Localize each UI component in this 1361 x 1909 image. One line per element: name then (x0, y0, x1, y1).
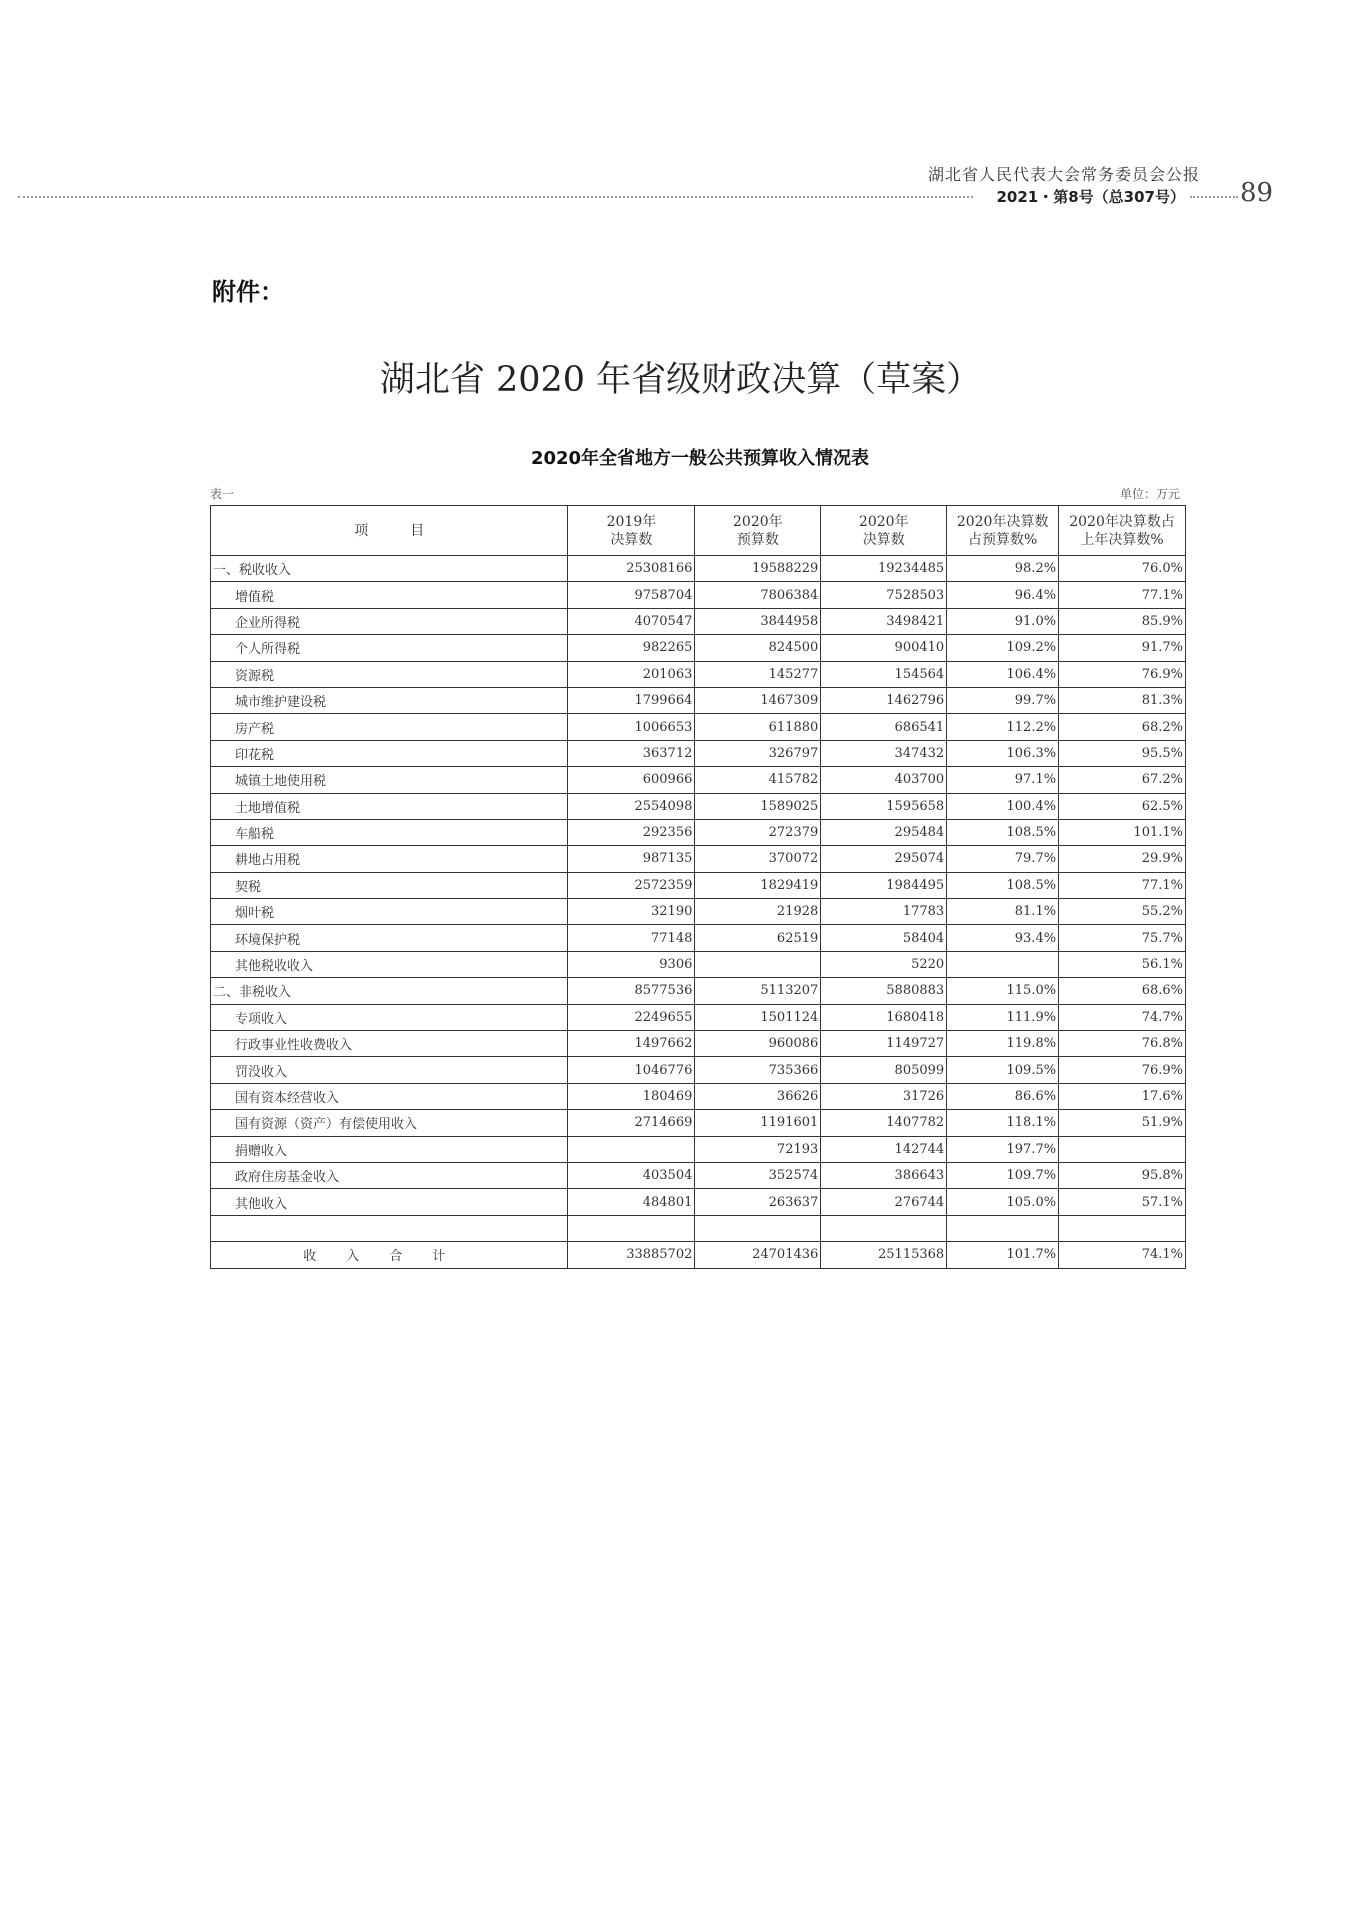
cell-final2020: 31726 (821, 1083, 947, 1109)
cell-budget2020: 272379 (695, 819, 821, 845)
cell-final2020: 1595658 (821, 793, 947, 819)
table-unit: 单位：万元 (1119, 487, 1180, 501)
table-row (211, 714, 1186, 740)
cell-pct-prev: 76.8% (1059, 1031, 1186, 1057)
cell-pct-prev: 95.8% (1059, 1162, 1186, 1188)
table-label: 表一 (210, 487, 235, 501)
cell-final2020: 403700 (821, 767, 947, 793)
cell-final2020: 1407782 (821, 1110, 947, 1136)
cell-pct-prev: 68.6% (1059, 978, 1186, 1004)
cell-v2019: 363712 (568, 740, 695, 766)
cell-v2019: 2714669 (568, 1110, 695, 1136)
row-item-label: 二、非税收入 (211, 978, 568, 1004)
cell-budget2020: 415782 (695, 767, 821, 793)
cell-pct-prev: 29.9% (1059, 846, 1186, 872)
publication-title: 湖北省人民代表大会常务委员会公报 (927, 165, 1200, 184)
table-row (211, 556, 1186, 582)
cell-pct-prev: 85.9% (1059, 608, 1186, 634)
header-dotted-rule-left (18, 196, 973, 198)
table-row (211, 1162, 1186, 1188)
cell-final2020: 1680418 (821, 1004, 947, 1030)
row-item-label: 车船税 (211, 819, 568, 845)
header-dotted-rule-right (1190, 196, 1238, 198)
row-item-label: 房产税 (211, 714, 568, 740)
cell-budget2020: 611880 (695, 714, 821, 740)
cell-pct-budget: 81.1% (947, 899, 1059, 925)
cell-budget2020: 72193 (695, 1136, 821, 1162)
page-number: 89 (1240, 178, 1274, 208)
cell-final2020: 142744 (821, 1136, 947, 1162)
table-row (211, 978, 1186, 1004)
cell-budget2020: 36626 (695, 1083, 821, 1109)
cell-v2019: 292356 (568, 819, 695, 845)
cell-pct-prev: 76.0% (1059, 556, 1186, 582)
cell-pct-prev: 67.2% (1059, 767, 1186, 793)
table-row (211, 582, 1186, 608)
row-item-label: 国有资源（资产）有偿使用收入 (211, 1110, 568, 1136)
cell-pct-budget: 109.5% (947, 1057, 1059, 1083)
row-item-label: 行政事业性收费收入 (211, 1031, 568, 1057)
table-row (211, 1110, 1186, 1136)
cell-v2019: 2249655 (568, 1004, 695, 1030)
cell-pct-budget: 109.2% (947, 635, 1059, 661)
table-row (211, 846, 1186, 872)
cell-pct-prev: 75.7% (1059, 925, 1186, 951)
cell-pct-budget: 108.5% (947, 819, 1059, 845)
row-item-label: 政府住房基金收入 (211, 1162, 568, 1188)
table-row (211, 951, 1186, 977)
cell-pct-budget: 97.1% (947, 767, 1059, 793)
table-row (211, 925, 1186, 951)
cell-budget2020: 960086 (695, 1031, 821, 1057)
table-row (211, 1242, 1186, 1268)
cell-budget2020: 1501124 (695, 1004, 821, 1030)
column-header-5: 2020年决算数占 上年决算数% (1059, 506, 1186, 556)
table-row (211, 1004, 1186, 1030)
cell-budget2020 (695, 1215, 821, 1241)
row-item-label: 企业所得税 (211, 608, 568, 634)
table-row (211, 793, 1186, 819)
cell-v2019: 2554098 (568, 793, 695, 819)
row-item-label: 环境保护税 (211, 925, 568, 951)
table-row (211, 1083, 1186, 1109)
row-item-label: 城镇土地使用税 (211, 767, 568, 793)
cell-pct-budget: 96.4% (947, 582, 1059, 608)
cell-v2019: 1006653 (568, 714, 695, 740)
cell-pct-budget: 105.0% (947, 1189, 1059, 1215)
cell-pct-budget: 111.9% (947, 1004, 1059, 1030)
cell-budget2020: 1589025 (695, 793, 821, 819)
cell-pct-prev: 81.3% (1059, 687, 1186, 713)
cell-pct-prev: 76.9% (1059, 661, 1186, 687)
cell-v2019: 33885702 (568, 1242, 695, 1268)
cell-pct-prev: 91.7% (1059, 635, 1186, 661)
row-item-label: 国有资本经营收入 (211, 1083, 568, 1109)
cell-budget2020: 824500 (695, 635, 821, 661)
cell-final2020: 805099 (821, 1057, 947, 1083)
issue-number: 2021・第8号（总307号） (996, 188, 1185, 206)
cell-budget2020: 1829419 (695, 872, 821, 898)
cell-budget2020: 1191601 (695, 1110, 821, 1136)
cell-pct-prev: 74.7% (1059, 1004, 1186, 1030)
table-row (211, 661, 1186, 687)
cell-pct-budget: 86.6% (947, 1083, 1059, 1109)
cell-pct-prev: 57.1% (1059, 1189, 1186, 1215)
cell-final2020: 5880883 (821, 978, 947, 1004)
column-header-2: 2020年 预算数 (695, 506, 821, 556)
cell-pct-budget: 109.7% (947, 1162, 1059, 1188)
cell-budget2020: 7806384 (695, 582, 821, 608)
cell-final2020: 58404 (821, 925, 947, 951)
cell-pct-budget: 100.4% (947, 793, 1059, 819)
cell-pct-budget: 118.1% (947, 1110, 1059, 1136)
cell-budget2020: 370072 (695, 846, 821, 872)
column-header-0: 项 目 (211, 506, 568, 556)
cell-pct-prev (1059, 1215, 1186, 1241)
cell-pct-prev (1059, 1136, 1186, 1162)
cell-v2019: 1046776 (568, 1057, 695, 1083)
cell-pct-prev: 77.1% (1059, 582, 1186, 608)
cell-budget2020: 326797 (695, 740, 821, 766)
row-item-label: 个人所得税 (211, 635, 568, 661)
table-row (211, 687, 1186, 713)
cell-pct-prev: 95.5% (1059, 740, 1186, 766)
row-item-label: 烟叶税 (211, 899, 568, 925)
row-item-label: 捐赠收入 (211, 1136, 568, 1162)
table-row (211, 740, 1186, 766)
cell-v2019 (568, 1215, 695, 1241)
table-title: 2020年全省地方一般公共预算收入情况表 (530, 448, 870, 469)
table-row (211, 1189, 1186, 1215)
cell-pct-prev: 74.1% (1059, 1242, 1186, 1268)
table-row (211, 819, 1186, 845)
cell-final2020: 25115368 (821, 1242, 947, 1268)
cell-pct-prev: 51.9% (1059, 1110, 1186, 1136)
cell-budget2020: 21928 (695, 899, 821, 925)
column-header-3: 2020年 决算数 (821, 506, 947, 556)
cell-v2019: 32190 (568, 899, 695, 925)
cell-budget2020 (695, 951, 821, 977)
cell-v2019: 1497662 (568, 1031, 695, 1057)
cell-pct-budget: 106.3% (947, 740, 1059, 766)
cell-final2020: 1984495 (821, 872, 947, 898)
table-row (211, 899, 1186, 925)
cell-pct-prev: 55.2% (1059, 899, 1186, 925)
cell-v2019 (568, 1136, 695, 1162)
row-item-label: 罚没收入 (211, 1057, 568, 1083)
cell-final2020: 19234485 (821, 556, 947, 582)
row-item-label: 一、税收收入 (211, 556, 568, 582)
row-item-label (211, 1215, 568, 1241)
cell-v2019: 484801 (568, 1189, 695, 1215)
column-header-1: 2019年 决算数 (568, 506, 695, 556)
row-item-label: 收入合计 (211, 1242, 568, 1268)
cell-final2020: 386643 (821, 1162, 947, 1188)
cell-pct-prev: 17.6% (1059, 1083, 1186, 1109)
table-row (211, 1057, 1186, 1083)
cell-budget2020: 62519 (695, 925, 821, 951)
cell-v2019: 25308166 (568, 556, 695, 582)
cell-budget2020: 3844958 (695, 608, 821, 634)
cell-final2020: 295074 (821, 846, 947, 872)
cell-final2020 (821, 1215, 947, 1241)
cell-final2020: 900410 (821, 635, 947, 661)
cell-v2019: 4070547 (568, 608, 695, 634)
cell-pct-prev: 68.2% (1059, 714, 1186, 740)
cell-budget2020: 263637 (695, 1189, 821, 1215)
table-row (211, 1215, 1186, 1241)
document-title: 湖北省 2020 年省级财政决算（草案） (379, 360, 982, 400)
cell-v2019: 1799664 (568, 687, 695, 713)
row-item-label: 耕地占用税 (211, 846, 568, 872)
table-row (211, 1136, 1186, 1162)
cell-pct-budget: 99.7% (947, 687, 1059, 713)
cell-pct-prev: 77.1% (1059, 872, 1186, 898)
cell-v2019: 600966 (568, 767, 695, 793)
attachment-label: 附件： (212, 278, 284, 306)
cell-v2019: 987135 (568, 846, 695, 872)
cell-final2020: 295484 (821, 819, 947, 845)
header-row (211, 506, 1186, 556)
cell-pct-prev: 62.5% (1059, 793, 1186, 819)
cell-final2020: 686541 (821, 714, 947, 740)
cell-budget2020: 19588229 (695, 556, 821, 582)
cell-pct-budget: 119.8% (947, 1031, 1059, 1057)
cell-pct-budget: 106.4% (947, 661, 1059, 687)
table-body (211, 556, 1186, 1269)
table-row (211, 608, 1186, 634)
cell-final2020: 7528503 (821, 582, 947, 608)
row-item-label: 城市维护建设税 (211, 687, 568, 713)
cell-budget2020: 24701436 (695, 1242, 821, 1268)
cell-v2019: 2572359 (568, 872, 695, 898)
cell-pct-budget: 197.7% (947, 1136, 1059, 1162)
cell-v2019: 982265 (568, 635, 695, 661)
cell-pct-prev: 101.1% (1059, 819, 1186, 845)
cell-v2019: 9758704 (568, 582, 695, 608)
table-row (211, 767, 1186, 793)
cell-v2019: 403504 (568, 1162, 695, 1188)
cell-pct-budget: 98.2% (947, 556, 1059, 582)
cell-pct-budget (947, 951, 1059, 977)
cell-budget2020: 145277 (695, 661, 821, 687)
table-row (211, 1031, 1186, 1057)
cell-budget2020: 5113207 (695, 978, 821, 1004)
cell-final2020: 1462796 (821, 687, 947, 713)
table-header (211, 506, 1186, 556)
cell-v2019: 8577536 (568, 978, 695, 1004)
cell-pct-budget: 93.4% (947, 925, 1059, 951)
cell-final2020: 1149727 (821, 1031, 947, 1057)
cell-budget2020: 352574 (695, 1162, 821, 1188)
row-item-label: 其他收入 (211, 1189, 568, 1215)
cell-budget2020: 735366 (695, 1057, 821, 1083)
row-item-label: 土地增值税 (211, 793, 568, 819)
row-item-label: 专项收入 (211, 1004, 568, 1030)
cell-final2020: 17783 (821, 899, 947, 925)
cell-pct-budget: 91.0% (947, 608, 1059, 634)
cell-pct-budget: 115.0% (947, 978, 1059, 1004)
cell-final2020: 276744 (821, 1189, 947, 1215)
cell-pct-prev: 56.1% (1059, 951, 1186, 977)
cell-pct-budget: 112.2% (947, 714, 1059, 740)
row-item-label: 其他税收收入 (211, 951, 568, 977)
revenue-table (210, 505, 1186, 1269)
cell-final2020: 3498421 (821, 608, 947, 634)
cell-v2019: 9306 (568, 951, 695, 977)
cell-final2020: 154564 (821, 661, 947, 687)
cell-final2020: 347432 (821, 740, 947, 766)
row-item-label: 契税 (211, 872, 568, 898)
cell-v2019: 180469 (568, 1083, 695, 1109)
row-item-label: 印花税 (211, 740, 568, 766)
cell-v2019: 77148 (568, 925, 695, 951)
cell-pct-budget: 101.7% (947, 1242, 1059, 1268)
cell-pct-prev: 76.9% (1059, 1057, 1186, 1083)
cell-budget2020: 1467309 (695, 687, 821, 713)
cell-pct-budget: 79.7% (947, 846, 1059, 872)
cell-final2020: 5220 (821, 951, 947, 977)
cell-v2019: 201063 (568, 661, 695, 687)
column-header-4: 2020年决算数 占预算数% (947, 506, 1059, 556)
row-item-label: 增值税 (211, 582, 568, 608)
row-item-label: 资源税 (211, 661, 568, 687)
table-row (211, 635, 1186, 661)
cell-pct-budget: 108.5% (947, 872, 1059, 898)
table-row (211, 872, 1186, 898)
cell-pct-budget (947, 1215, 1059, 1241)
